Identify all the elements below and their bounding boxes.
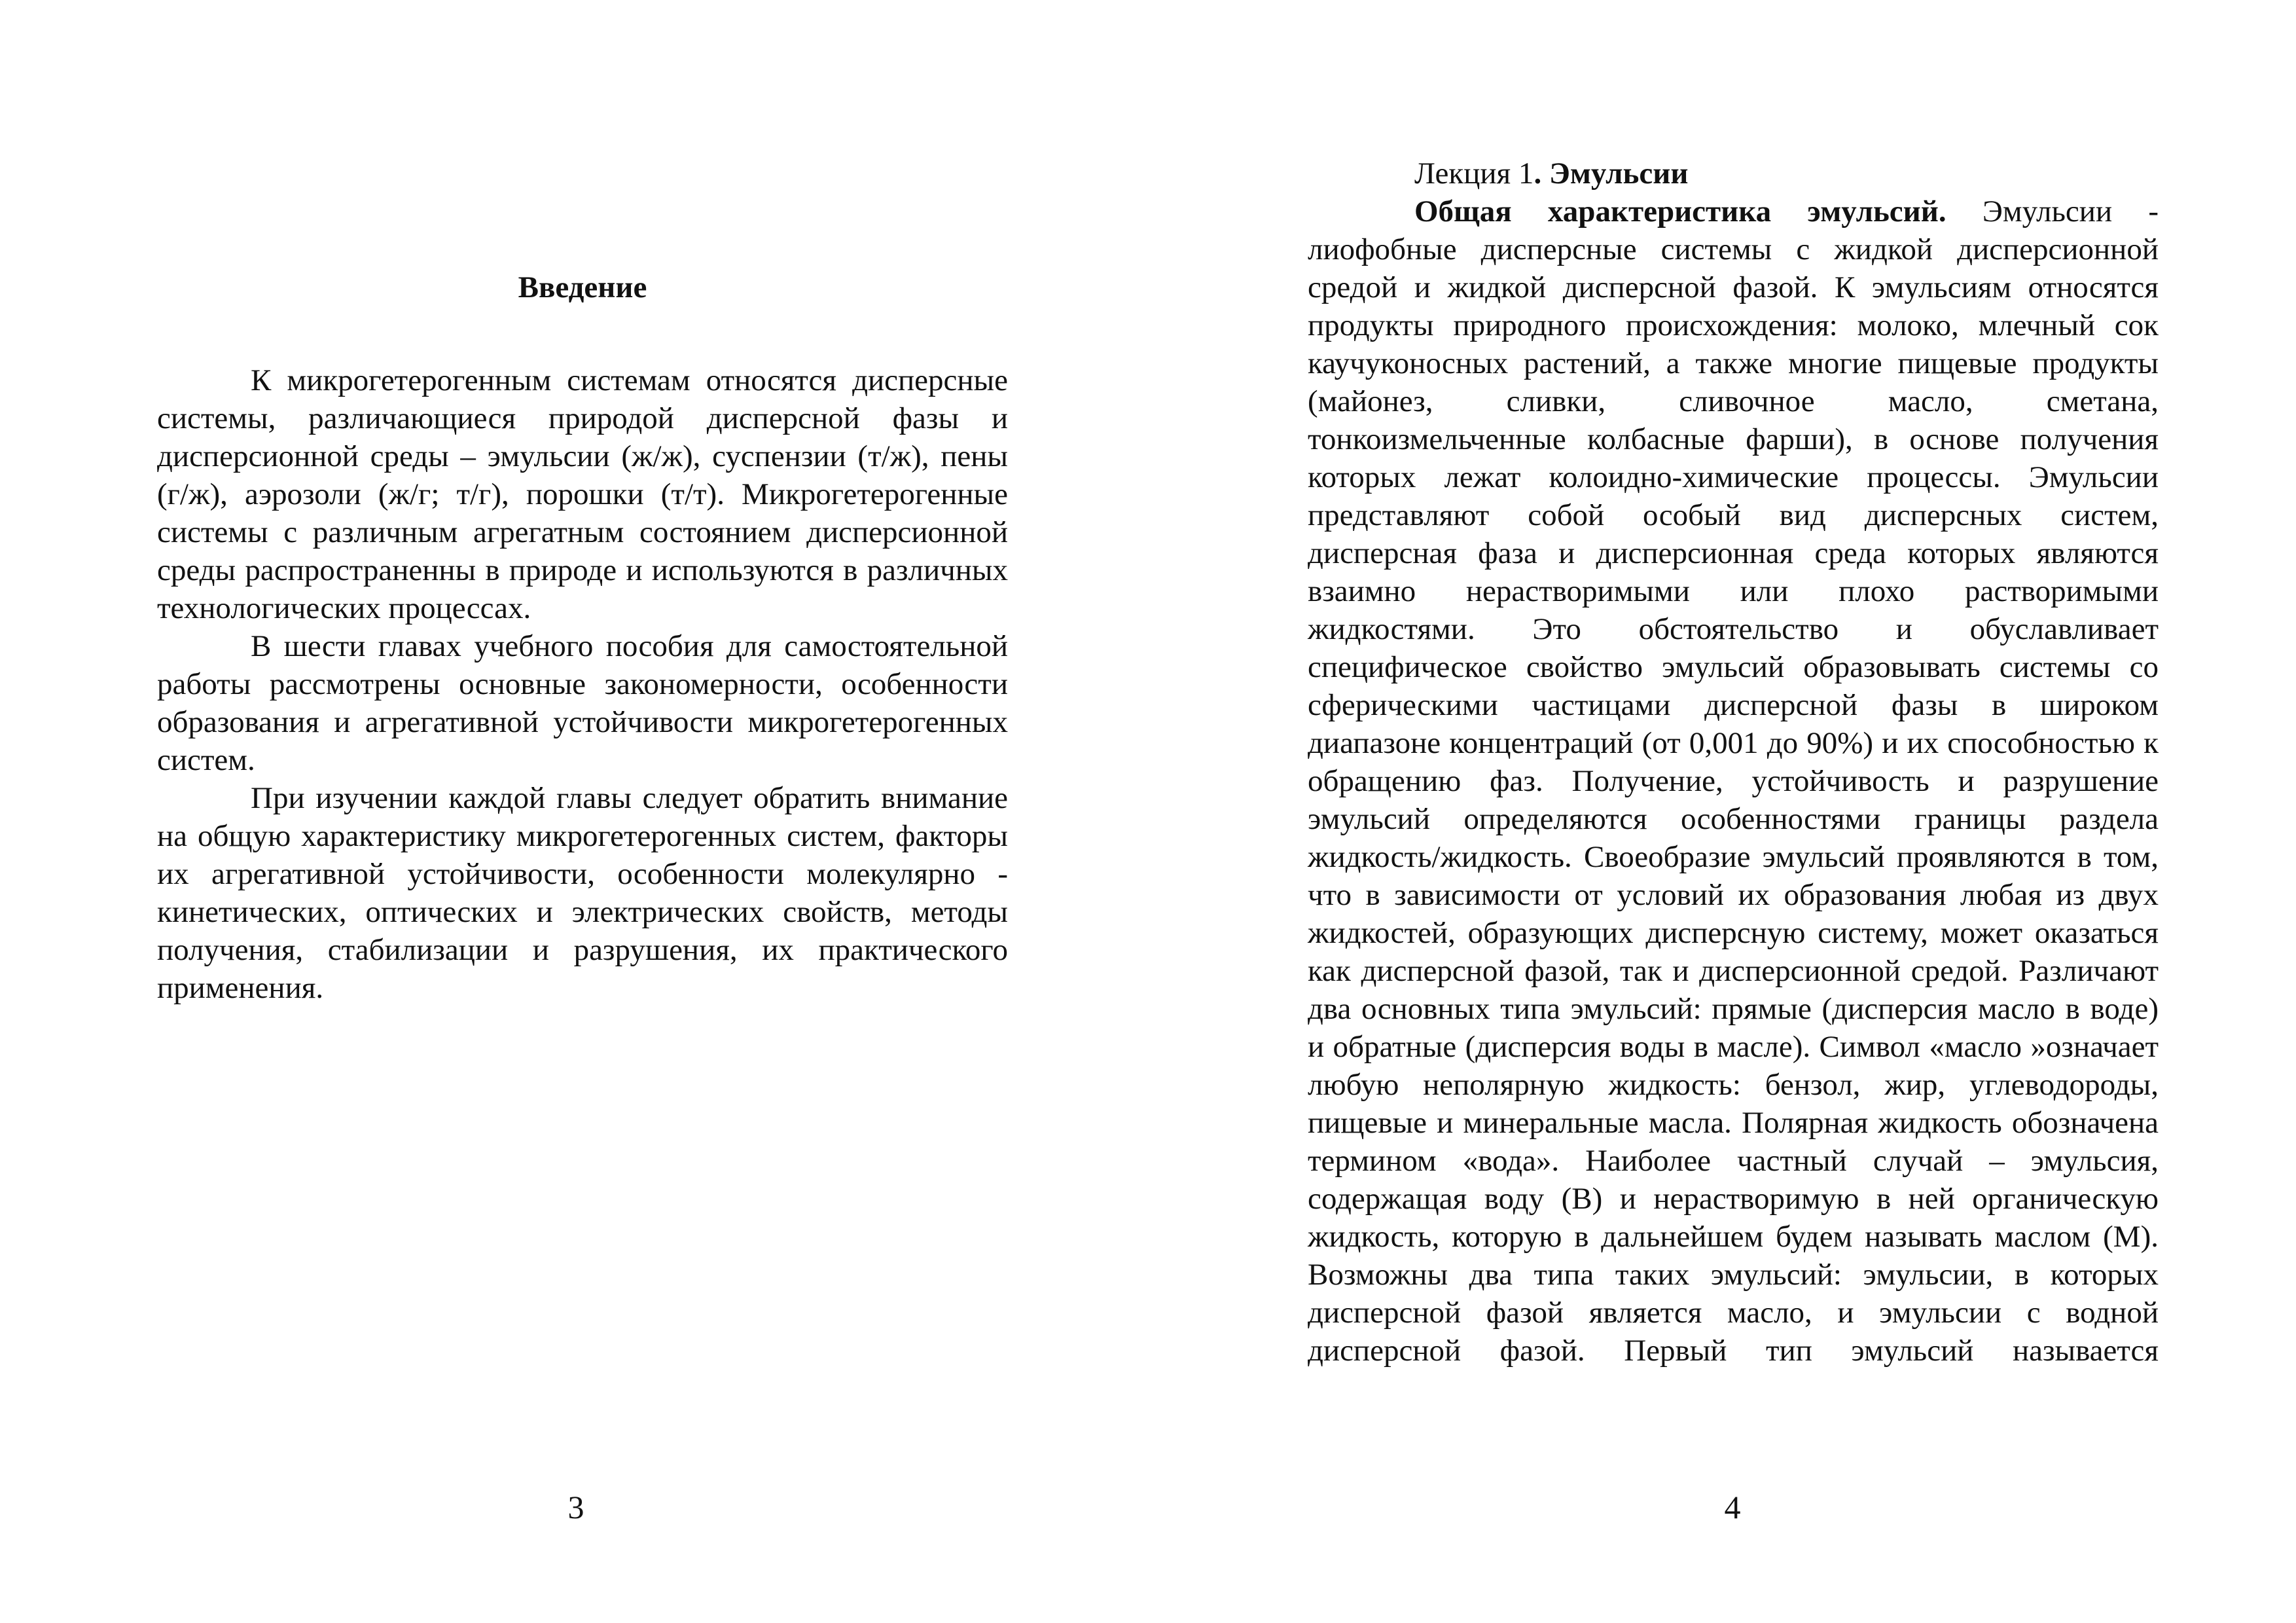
paragraph: В шести главах учебного пособия для самостоятельной работы рассмотрены основные закономерности, особенности образования и агрегативной устойчивости микрогетерогенных систем.: [157, 629, 1008, 777]
left-page-content: [157, 268, 1008, 1007]
paragraph: К микрогетерогенным системам относятся дисперсные системы, различающиеся природой дисперсной фазы и дисперсионной среды – эмульсии (ж/ж), суспензии (т/ж), пены (г/ж), аэрозоли (ж/г; т/г), порошки (т/т). Микрогетерогенные системы с различным агрегатным состоянием дисперсионной среды распространенны в природе и используются в различных технологических процессах.: [157, 363, 1008, 625]
section-paragraph: [1308, 192, 2159, 1370]
right-page: [1148, 0, 2296, 1623]
right-page-content: [1308, 155, 2159, 1370]
lecture-name: . Эмульсии: [1534, 156, 1689, 191]
section-body: Эмульсии - лиофобные дисперсные системы с жидкой дисперсионной средой и жидкой дисперсной фазой. К эмульсиям относятся продукты природного происхождения: молоко, млечный сок каучуконосных растений, а также многие пищевые продукты (майонез, сливки, сливочное масло, сметана, тонкоизмельченные колбасные фарши), в основе получения которых лежат колоидно-химические процессы. Эмульсии представляют собой особый вид дисперсных систем, дисперсная фаза и дисперсионная среда которых являются взаимно нерастворимыми или плохо растворимыми жидкостями. Это обстоятельство и обуславливает специфическое свойство эмульсий образовывать системы со сферическими частицами дисперсной фазы в широком диапазоне концентраций (от 0,001 до 90%) и их способностью к обращению фаз. Получение, устойчивость и разрушение эмульсий определяются особенностями границы раздела жидкость/жидкость. Своеобразие эмульсий проявляются в том, что в зависимости от условий их образования любая из двух жидкостей, образующих дисперсную систему, может оказаться как дисперсной фазой, так и дисперсионной средой. Различают два основных типа эмульсий: прямые (дисперсия масло в воде) и обратные (дисперсия воды в масле). Символ «масло »означает любую неполярную жидкость: бензол, жир, углеводороды, пищевые и минеральные масла. Полярная жидкость обозначена термином «вода». Наиболее частный случай – эмульсия, содержащая воду (В) и нерастворимую в ней органическую жидкость, которую в дальнейшем будем называть маслом (М). Возможны два типа таких эмульсий: эмульсии, в которых дисперсной фазой является масло, и эмульсии с водной дисперсной фазой. Первый тип эмульсий называется: [1308, 194, 2159, 1368]
paragraph: При изучении каждой главы следует обратить внимание на общую характеристику микрогетерогенных систем, факторы их агрегативной устойчивости, особенности молекулярно - кинетических, оптических и электрических свойств, методы получения, стабилизации и разрушения, их практического применения.: [157, 781, 1008, 1005]
page-number: 3: [567, 1489, 584, 1525]
page-heading: Введение: [518, 270, 647, 304]
page-number: 4: [1724, 1489, 1741, 1525]
lecture-prefix: Лекция 1: [1414, 156, 1534, 191]
section-title: Общая характеристика эмульсий.: [1414, 194, 1946, 228]
lecture-title: [1414, 155, 2159, 192]
